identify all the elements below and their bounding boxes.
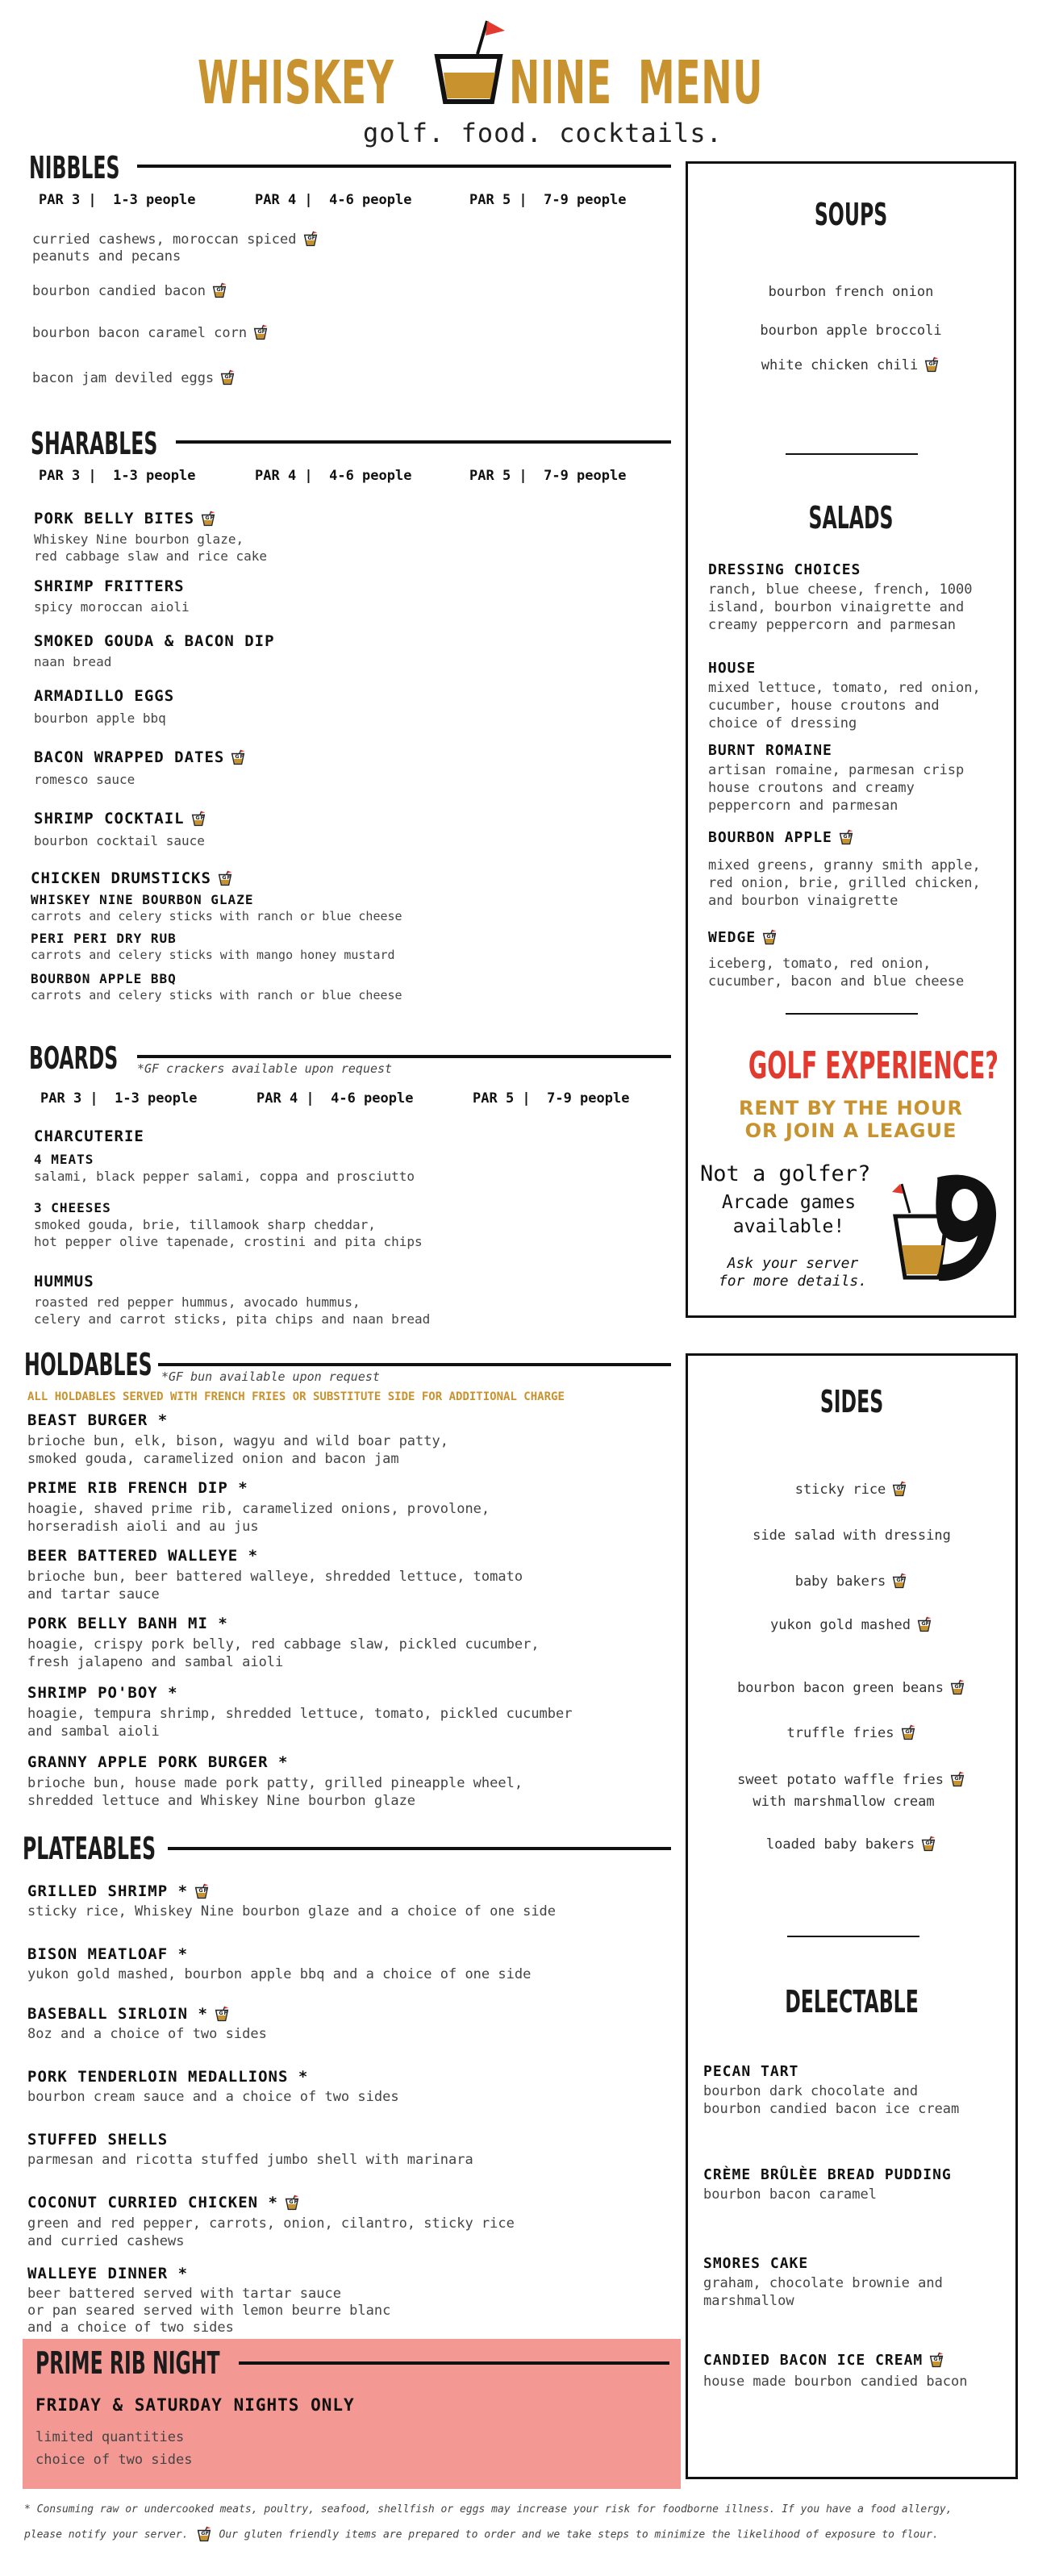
section-title-holdables: HOLDABLES bbox=[24, 1347, 152, 1382]
side-item: sweet potato waffle fries bbox=[686, 1771, 1018, 1789]
divider bbox=[168, 1847, 671, 1850]
gluten-free-icon bbox=[949, 1679, 966, 1697]
item-description: carrots and celery sticks with ranch or blue cheese bbox=[31, 909, 402, 923]
item-description: beer battered served with tartar sauce or pan seared served with lemon beurre blanc and a choice of two sides bbox=[27, 2286, 391, 2336]
salad-name: WEDGE bbox=[708, 929, 778, 947]
golf-line-league: OR JOIN A LEAGUE bbox=[744, 1119, 957, 1142]
drumstick-option-name: WHISKEY NINE BOURBON GLAZE bbox=[31, 892, 254, 907]
menu-item-name: WALLEYE DINNER * bbox=[27, 2265, 189, 2282]
gluten-free-icon bbox=[213, 2006, 231, 2024]
menu-item-name: CHICKEN DRUMSTICKS bbox=[31, 869, 234, 888]
menu-item-name: SHRIMP COCKTAIL bbox=[34, 810, 207, 828]
divider bbox=[239, 2361, 669, 2365]
menu-item-name: GRANNY APPLE PORK BURGER * bbox=[27, 1753, 289, 1771]
dessert-name: PECAN TART bbox=[703, 2063, 799, 2080]
item-description: carrots and celery sticks with mango honey mustard bbox=[31, 948, 395, 962]
item-description: mixed lettuce, tomato, red onion, cucumber, house croutons and choice of dressing bbox=[708, 680, 981, 732]
side-item: bourbon bacon green beans bbox=[686, 1679, 1018, 1697]
salad-name: BURNT ROMAINE bbox=[708, 742, 832, 759]
item-description: bourbon apple bbq bbox=[34, 711, 166, 726]
gluten-free-icon bbox=[199, 511, 217, 528]
item-description: bourbon cream sauce and a choice of two sides bbox=[27, 2089, 399, 2105]
gluten-free-icon bbox=[923, 356, 940, 374]
menu-item-name: BEER BATTERED WALLEYE * bbox=[27, 1547, 259, 1565]
footer-disclaimer-line-2: please notify your server. Our gluten friendly items are prepared to order and we take steps to minimize the likelihood of exposure to flour. bbox=[24, 2526, 939, 2544]
item-description: naan bread bbox=[34, 654, 112, 669]
gluten-free-icon bbox=[195, 2526, 213, 2544]
item-description: spicy moroccan aioli bbox=[34, 599, 190, 615]
gluten-free-icon bbox=[216, 870, 234, 888]
divider bbox=[786, 453, 918, 455]
salad-name: DRESSING CHOICES bbox=[708, 561, 861, 578]
menu-item: bourbon candied bacon bbox=[32, 282, 228, 300]
gluten-free-icon bbox=[219, 369, 236, 387]
board-option-name: 3 CHEESES bbox=[34, 1200, 111, 1215]
tagline: golf. food. cocktails. bbox=[363, 118, 723, 148]
item-description: graham, chocolate brownie and marshmallow bbox=[703, 2275, 943, 2309]
par4-label: PAR 4 | 4-6 people bbox=[255, 192, 412, 208]
menu-item-name: HUMMUS bbox=[34, 1273, 94, 1290]
par3-label: PAR 3 | 1-3 people bbox=[39, 192, 196, 208]
prime-rib-title: PRIME RIB NIGHT bbox=[35, 2345, 220, 2381]
item-description: romesco sauce bbox=[34, 772, 136, 787]
item-description: peanuts and pecans bbox=[32, 248, 181, 265]
side-item: side salad with dressing bbox=[753, 1528, 951, 1544]
golf-experience-title: GOLF EXPERIENCE? bbox=[748, 1044, 999, 1087]
item-description: carrots and celery sticks with ranch or blue cheese bbox=[31, 988, 402, 1002]
arcade-line-2: available! bbox=[732, 1216, 845, 1237]
divider bbox=[176, 440, 671, 444]
menu-item-name: PORK BELLY BANH MI * bbox=[27, 1615, 228, 1632]
menu-item-name: SHRIMP FRITTERS bbox=[34, 577, 185, 595]
holdables-note: *GF bun available upon request bbox=[161, 1369, 380, 1384]
item-description: hoagie, tempura shrimp, shredded lettuce, tomato, pickled cucumber and sambal aioli bbox=[27, 1706, 573, 1740]
drumstick-option-name: PERI PERI DRY RUB bbox=[31, 931, 177, 946]
cocktail-golf-flag-icon bbox=[427, 18, 508, 106]
menu-item-name: PRIME RIB FRENCH DIP * bbox=[27, 1479, 248, 1497]
gluten-free-icon bbox=[283, 2195, 301, 2212]
cocktail-nine-logo-icon bbox=[890, 1168, 1003, 1289]
par4-label: PAR 4 | 4-6 people bbox=[255, 468, 412, 484]
section-title-sharables: SHARABLES bbox=[31, 426, 158, 461]
soup-item: bourbon french onion bbox=[768, 284, 934, 300]
sides-delectable-box bbox=[686, 1353, 1018, 2479]
menu-item: bourbon bacon caramel corn bbox=[32, 324, 269, 342]
gluten-free-icon bbox=[890, 1573, 908, 1590]
boards-note: *GF crackers available upon request bbox=[137, 1061, 393, 1076]
item-description: Whiskey Nine bourbon glaze, red cabbage slaw and rice cake bbox=[34, 531, 267, 564]
menu-item-name: BASEBALL SIRLOIN * bbox=[27, 2005, 231, 2024]
arcade-line-1: Arcade games bbox=[721, 1192, 857, 1213]
par3-label: PAR 3 | 1-3 people bbox=[40, 1090, 198, 1107]
gluten-free-icon bbox=[919, 1836, 937, 1853]
gluten-free-icon bbox=[890, 1481, 908, 1498]
gluten-free-icon bbox=[928, 2352, 945, 2370]
prime-rib-subtitle: FRIDAY & SATURDAY NIGHTS ONLY bbox=[35, 2395, 355, 2415]
par4-label: PAR 4 | 4-6 people bbox=[256, 1090, 414, 1107]
section-title-boards: BOARDS bbox=[29, 1040, 119, 1076]
item-description: iceberg, tomato, red onion, cucumber, bacon and blue cheese bbox=[708, 956, 965, 990]
divider bbox=[158, 1363, 671, 1366]
side-item: sticky rice bbox=[686, 1481, 1018, 1498]
gluten-free-icon bbox=[949, 1771, 966, 1789]
item-description: brioche bun, beer battered walleye, shredded lettuce, tomato and tartar sauce bbox=[27, 1569, 523, 1603]
menu-item-name: BISON MEATLOAF * bbox=[27, 1945, 189, 1963]
item-description: brioche bun, elk, bison, wagyu and wild boar patty, smoked gouda, caramelized onion and bacon jam bbox=[27, 1433, 448, 1467]
item-description: ranch, blue cheese, french, 1000 island, bourbon vinaigrette and creamy peppercorn and parmesan bbox=[708, 581, 973, 633]
par5-label: PAR 5 | 7-9 people bbox=[469, 192, 627, 208]
dessert-name: CANDIED BACON ICE CREAM bbox=[703, 2352, 945, 2370]
soup-item: white chicken chili bbox=[686, 356, 1016, 374]
dessert-name: SMORES CAKE bbox=[703, 2255, 809, 2272]
gluten-free-icon bbox=[193, 1883, 211, 1901]
brand-word-whiskey: WHISKEY bbox=[198, 48, 394, 118]
menu-item-name: GRILLED SHRIMP * bbox=[27, 1882, 211, 1901]
item-description: smoked gouda, brie, tillamook sharp cheddar, hot pepper olive tapenade, crostini and pita chips bbox=[34, 1217, 423, 1249]
section-title-plateables: PLATEABLES bbox=[23, 1831, 156, 1866]
par5-label: PAR 5 | 7-9 people bbox=[473, 1090, 630, 1107]
menu-item-name: CHARCUTERIE bbox=[34, 1128, 144, 1145]
side-item: yukon gold mashed bbox=[686, 1616, 1018, 1634]
menu-item: bacon jam deviled eggs bbox=[32, 369, 236, 387]
item-description: yukon gold mashed, bourbon apple bbq and a choice of one side bbox=[27, 1966, 532, 1982]
section-title-nibbles: NIBBLES bbox=[29, 150, 120, 185]
section-title-soups: SOUPS bbox=[814, 197, 888, 232]
footer-disclaimer-line-1: * Consuming raw or undercooked meats, poultry, seafood, shellfish or eggs may increase your risk for foodborne illness. If you have a food allergy, bbox=[24, 2503, 953, 2516]
section-title-sides: SIDES bbox=[819, 1384, 884, 1419]
item-description: artisan romaine, parmesan crisp house croutons and creamy peppercorn and parmesan bbox=[708, 762, 965, 814]
item-description: bourbon cocktail sauce bbox=[34, 833, 205, 848]
gluten-free-icon bbox=[211, 282, 228, 300]
board-option-name: 4 MEATS bbox=[34, 1152, 94, 1167]
item-description: parmesan and ricotta stuffed jumbo shell with marinara bbox=[27, 2152, 473, 2168]
brand-logo bbox=[198, 48, 811, 129]
menu-item-name: COCONUT CURRIED CHICKEN * bbox=[27, 2194, 301, 2212]
not-golfer-text: Not a golfer? bbox=[700, 1161, 871, 1186]
dessert-name: CRÈME BRÛLÈE BREAD PUDDING bbox=[703, 2166, 952, 2183]
divider bbox=[137, 165, 671, 168]
item-description: hoagie, shaved prime rib, caramelized onions, provolone, horseradish aioli and au jus bbox=[27, 1501, 490, 1535]
par3-label: PAR 3 | 1-3 people bbox=[39, 468, 196, 484]
menu-item-name: PORK TENDERLOIN MEDALLIONS * bbox=[27, 2068, 309, 2086]
item-description: 8oz and a choice of two sides bbox=[27, 2026, 267, 2042]
menu-item-name: SHRIMP PO'BOY * bbox=[27, 1684, 178, 1702]
par5-label: PAR 5 | 7-9 people bbox=[469, 468, 627, 484]
side-item-subtext: with marshmallow cream bbox=[753, 1794, 935, 1810]
menu-item-name: BACON WRAPPED DATES bbox=[34, 748, 247, 767]
side-item: loaded baby bakers bbox=[686, 1836, 1018, 1853]
item-description: hoagie, crispy pork belly, red cabbage slaw, pickled cucumber, fresh jalapeno and sambal aioli bbox=[27, 1636, 540, 1670]
prime-rib-description: limited quantities choice of two sides bbox=[35, 2429, 193, 2468]
gluten-free-icon bbox=[899, 1724, 917, 1742]
gluten-free-icon bbox=[837, 829, 855, 847]
drumstick-option-name: BOURBON APPLE BBQ bbox=[31, 971, 177, 986]
menu-item: curried cashews, moroccan spiced bbox=[32, 231, 319, 248]
item-description: house made bourbon candied bacon bbox=[703, 2374, 968, 2390]
gluten-free-icon bbox=[190, 811, 207, 828]
salad-name: BOURBON APPLE bbox=[708, 829, 855, 847]
item-description: bourbon bacon caramel bbox=[703, 2186, 877, 2203]
side-item: truffle fries bbox=[686, 1724, 1018, 1742]
menu-item-name: PORK BELLY BITES bbox=[34, 510, 217, 528]
menu-item-name: BEAST BURGER * bbox=[27, 1411, 169, 1429]
item-description: bourbon dark chocolate and bourbon candied bacon ice cream bbox=[703, 2083, 960, 2117]
brand-word-menu: MENU bbox=[638, 48, 764, 118]
ask-server-line-1: Ask your server bbox=[727, 1255, 859, 1272]
divider bbox=[137, 1055, 671, 1058]
item-description: sticky rice, Whiskey Nine bourbon glaze and a choice of one side bbox=[27, 1903, 557, 1919]
item-description: mixed greens, granny smith apple, red onion, brie, grilled chicken, and bourbon vinaigrette bbox=[708, 857, 981, 909]
gluten-free-icon bbox=[761, 929, 778, 947]
brand-word-nine: NINE bbox=[509, 48, 612, 118]
side-item: baby bakers bbox=[686, 1573, 1018, 1590]
item-description: brioche bun, house made pork patty, grilled pineapple wheel, shredded lettuce and Whiskey Nine bourbon glaze bbox=[27, 1775, 523, 1809]
item-description: green and red pepper, carrots, onion, cilantro, sticky rice and curried cashews bbox=[27, 2215, 515, 2249]
gluten-free-icon bbox=[302, 231, 319, 248]
section-title-delectable: DELECTABLE bbox=[785, 1984, 919, 2020]
menu-item-name: ARMADILLO EGGS bbox=[34, 687, 175, 705]
item-description: salami, black pepper salami, coppa and prosciutto bbox=[34, 1169, 415, 1184]
gluten-free-icon bbox=[229, 749, 247, 767]
ask-server-line-2: for more details. bbox=[718, 1273, 868, 1290]
holdables-subtitle: ALL HOLDABLES SERVED WITH FRENCH FRIES OR SUBSTITUTE SIDE FOR ADDITIONAL CHARGE bbox=[27, 1390, 565, 1403]
salad-name: HOUSE bbox=[708, 660, 757, 677]
section-title-salads: SALADS bbox=[808, 500, 894, 536]
golf-line-rent: RENT BY THE HOUR bbox=[738, 1097, 964, 1119]
divider bbox=[786, 1013, 918, 1015]
divider bbox=[787, 1936, 919, 1937]
menu-item-name: SMOKED GOUDA & BACON DIP bbox=[34, 632, 275, 650]
soup-item: bourbon apple broccoli bbox=[760, 323, 942, 339]
gluten-free-icon bbox=[915, 1616, 933, 1634]
item-description: roasted red pepper hummus, avocado hummus, celery and carrot sticks, pita chips and naan bread bbox=[34, 1294, 431, 1327]
menu-item-name: STUFFED SHELLS bbox=[27, 2131, 169, 2149]
gluten-free-icon bbox=[252, 324, 269, 342]
